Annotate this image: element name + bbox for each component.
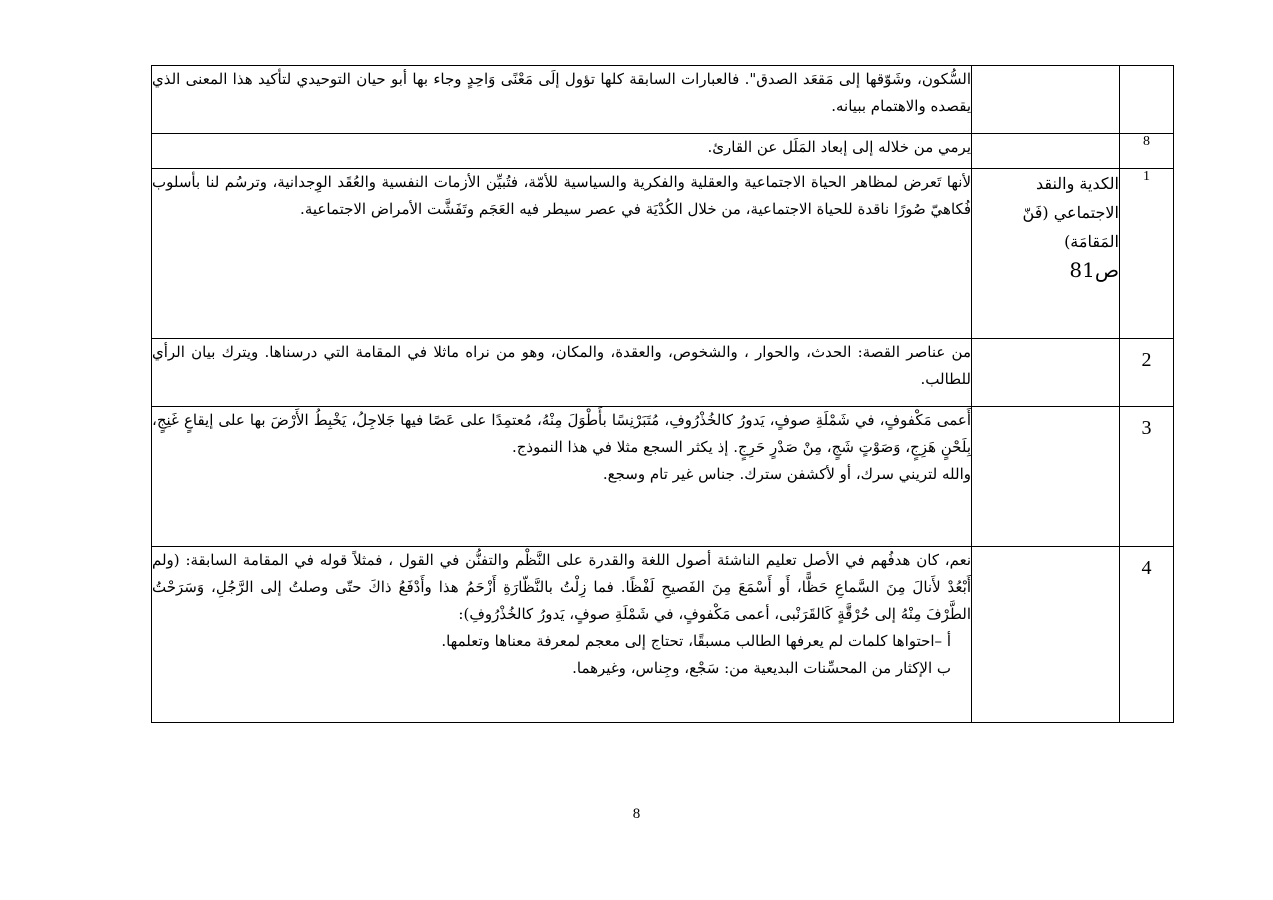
answer-sub-item: ب الإكثار من المحسِّنات البديعية من: سَجْع، وجِناس، وغيرهما. xyxy=(572,659,951,677)
answer-text xyxy=(152,169,972,339)
row-number: 2 xyxy=(1120,339,1174,407)
answer-text xyxy=(152,407,972,547)
row-number: 8 xyxy=(1120,134,1174,169)
row-number: 3 xyxy=(1120,407,1174,547)
answers-table xyxy=(151,65,1174,723)
table-row xyxy=(152,134,1174,169)
answer-line: والله لتريني سرك، أو لأكشفن سترك. جناس غير تام وسجع. xyxy=(602,465,971,483)
answer-text xyxy=(152,547,972,723)
answer-text: السُّكون، وشَوّقها إلى مَقعَد الصدق". فالعبارات السابقة كلها تؤول إلَى مَعْنًى وَاحِدٍ وجاء بها أبو حيان التوحيدي لتأكيد هذا المعنى الذي يقصده والاهتمام ببيانه. xyxy=(152,66,972,134)
answer-paragraph: لأنها تَعرض لمظاهر الحياة الاجتماعية والعقلية والفكرية والسياسية للأمّة، فتُبيِّن الأزمات النفسية والعُقَد الوِجدانية، وترسُم لنا بأسلوب فُكاهيّ صُورًا ناقدة للحياة الاجتماعية، من خلال الكُدْيَة في عصر سيطر فيه العَجَم وتَفَشَّت الأمراض الاجتماعية. xyxy=(152,173,971,218)
table-row xyxy=(152,547,1174,723)
lesson-topic xyxy=(972,66,1120,134)
answer-text: يرمي من خلاله إلى إبعاد المَلَل عن القارئ. xyxy=(152,134,972,169)
lesson-topic xyxy=(972,169,1120,339)
lesson-topic xyxy=(972,407,1120,547)
answer-sub-item: أ –احتواها كلمات لم يعرفها الطالب مسبقًا، تحتاج إلى معجم لمعرفة معناها وتعلمها. xyxy=(441,632,951,650)
lesson-topic xyxy=(972,547,1120,723)
table-row xyxy=(152,169,1174,339)
row-number: 4 xyxy=(1120,547,1174,723)
row-number xyxy=(1120,66,1174,134)
table-row xyxy=(152,66,1174,134)
lesson-topic xyxy=(972,134,1120,169)
table-row xyxy=(152,339,1174,407)
lesson-title: الكدية والنقد الاجتماعي (فَنّ المَقامَة) xyxy=(1022,174,1119,251)
lesson-topic xyxy=(972,339,1120,407)
table-row xyxy=(152,407,1174,547)
answer-text: من عناصر القصة: الحدث، والحوار ، والشخوص، والعقدة، والمكان، وهو من نراه ماثلا في المقامة التي درسناها. ويترك بيان الرأي للطالب. xyxy=(152,339,972,407)
row-number: 1 xyxy=(1120,169,1174,339)
answer-line: نعم، كان هدفُهم في الأصل تعليم الناشئة أصول اللغة والقدرة على النَّظْم والتفنُّن في القول ، فمثلاً قوله في المقامة السابقة: (ولم أَبْعُدْ لأَنالَ مِنَ السَّماعِ حَظًّا، أَو أَسْمَعَ مِنَ الفَصيحِ لَفْظًا. فما زِلْتُ بالنَّظّارَةِ أَزْحَمُ هذا وأَدْفَعُ ذاكَ حتّى وصلتُ إلى الرَّجُلِ، وَسَرَحْتُ الطَّرْفَ مِنْهُ إلى حُرْقَّةٍ كَالقَرَنْبى، أعمى مَكْفوفٍ، في شَمْلَةِ صوفٍ، يَدورُ كالخُذْرُوفِ): xyxy=(152,551,971,623)
answer-line: أَعمى مَكْفوفٍ، في شَمْلَةِ صوفٍ، يَدورُ كالخُذْرُوفِ، مُتَبَرْنِسًا بأَطْوَلَ مِنْهُ، مُعتمِدًا على عَصًا فيها جَلاجِلُ، يَخْبِطُ الأَرْضَ بها على إيقاعٍ غَنِجٍ، بِلَحْنٍ هَزِجٍ، وَصَوْتٍ شَجٍ، مِنْ صَدْرٍ حَرِجٍ. إذ يكثر السجع مثلا في هذا النموذج. xyxy=(152,411,971,456)
lesson-page: ص81 xyxy=(1069,258,1119,282)
page-number: 8 xyxy=(632,806,641,822)
